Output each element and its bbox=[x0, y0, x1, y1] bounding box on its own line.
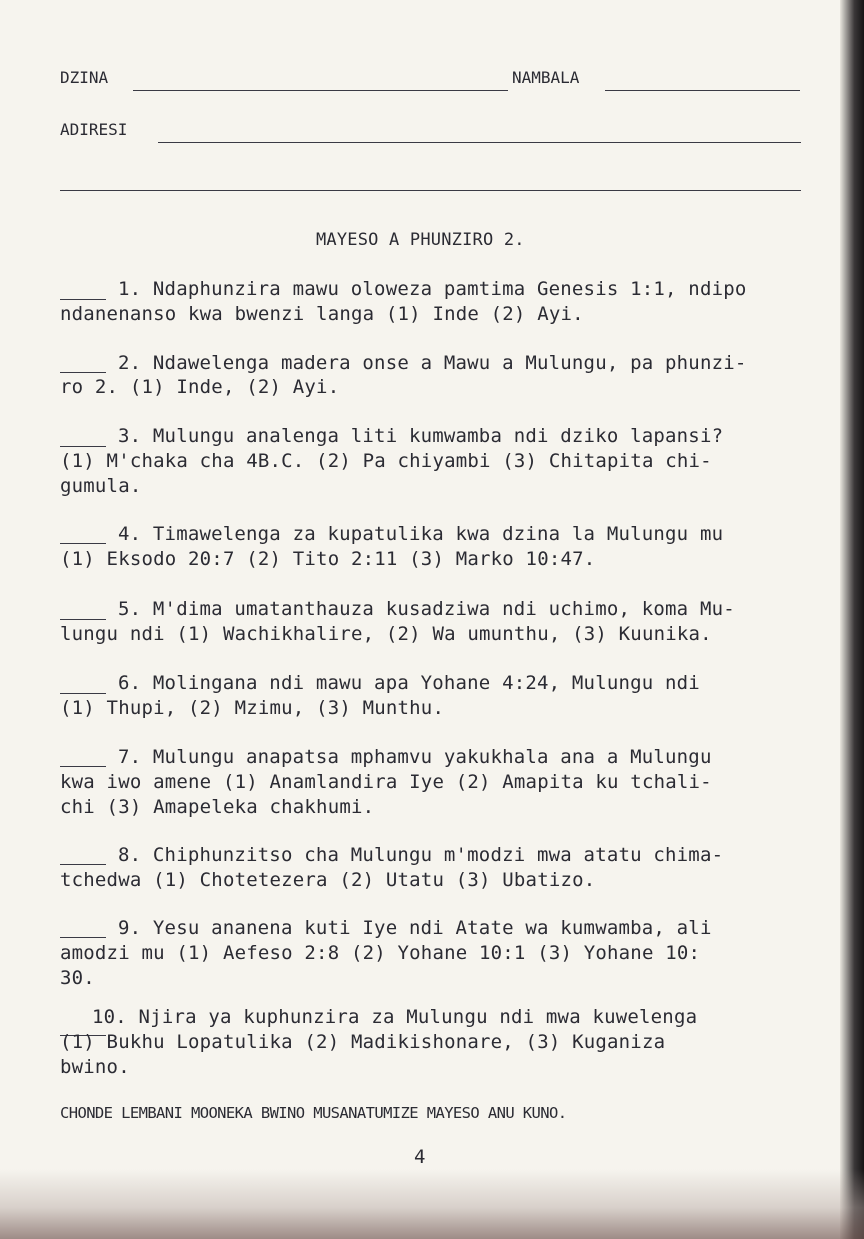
answer-blank-7[interactable] bbox=[60, 766, 106, 767]
question-1-line-1: 1. Ndaphunzira mawu oloweza pamtima Genesis 1:1, ndipo bbox=[118, 278, 747, 300]
number-field-line[interactable] bbox=[605, 90, 800, 91]
footer-instruction: CHONDE LEMBANI MOONEKA BWINO MUSANATUMIZE MAYESO ANU KUNO. bbox=[60, 1104, 567, 1122]
answer-blank-2[interactable] bbox=[60, 372, 106, 373]
page-edge-shadow bbox=[840, 0, 864, 1239]
question-7-line-2: kwa iwo amene (1) Anamlandira Iye (2) Amapita ku tchali- bbox=[60, 771, 712, 793]
question-10-line-1: 10. Njira ya kuphunzira za Mulungu ndi mwa kuwelenga bbox=[92, 1006, 698, 1028]
answer-blank-3[interactable] bbox=[60, 446, 106, 447]
question-2-line-2: ro 2. (1) Inde, (2) Ayi. bbox=[60, 376, 340, 398]
question-8-line-1: 8. Chiphunzitso cha Mulungu m'modzi mwa atatu chima- bbox=[118, 844, 724, 866]
answer-blank-4[interactable] bbox=[60, 543, 106, 544]
answer-blank-6[interactable] bbox=[60, 693, 106, 694]
name-field-line[interactable] bbox=[133, 90, 508, 91]
question-1-line-2: ndanenanso kwa bwenzi langa (1) Inde (2) Ayi. bbox=[60, 303, 584, 325]
question-3-line-3: gumula. bbox=[60, 475, 142, 497]
question-7-line-3: chi (3) Amapeleka chakhumi. bbox=[60, 796, 375, 818]
question-7-line-1: 7. Mulungu anapatsa mphamvu yakukhala ana a Mulungu bbox=[118, 746, 712, 768]
answer-blank-9[interactable] bbox=[60, 937, 106, 938]
question-4-line-2: (1) Eksodo 20:7 (2) Tito 2:11 (3) Marko 10:47. bbox=[60, 548, 596, 570]
bottom-edge-shadow bbox=[0, 1169, 864, 1239]
question-8-line-2: tchedwa (1) Chotetezera (2) Utatu (3) Ubatizo. bbox=[60, 869, 596, 891]
question-10-line-3: bwino. bbox=[60, 1056, 130, 1078]
answer-blank-8[interactable] bbox=[60, 864, 106, 865]
question-4-line-1: 4. Timawelenga za kupatulika kwa dzina la Mulungu mu bbox=[118, 523, 724, 545]
number-label: NAMBALA bbox=[512, 68, 580, 87]
question-6-line-2: (1) Thupi, (2) Mzimu, (3) Munthu. bbox=[60, 697, 445, 719]
name-label: DZINA bbox=[60, 68, 109, 87]
answer-blank-5[interactable] bbox=[60, 619, 106, 620]
address-field-line-2[interactable] bbox=[60, 190, 801, 191]
address-field-line-1[interactable] bbox=[158, 142, 801, 143]
question-9-line-2: amodzi mu (1) Aefeso 2:8 (2) Yohane 10:1 (3) Yohane 10: bbox=[60, 942, 701, 964]
question-9-line-1: 9. Yesu ananena kuti Iye ndi Atate wa kumwamba, ali bbox=[118, 917, 712, 939]
question-5-line-2: lungu ndi (1) Wachikhalire, (2) Wa umunthu, (3) Kuunika. bbox=[60, 623, 712, 645]
question-10-line-2: (1) Bukhu Lopatulika (2) Madikishonare, (3) Kuganiza bbox=[60, 1031, 666, 1053]
question-5-line-1: 5. M'dima umatanthauza kusadziwa ndi uchimo, koma Mu- bbox=[118, 598, 735, 620]
question-6-line-1: 6. Molingana ndi mawu apa Yohane 4:24, Mulungu ndi bbox=[118, 672, 700, 694]
page-number: 4 bbox=[414, 1146, 426, 1168]
address-label: ADIRESI bbox=[60, 120, 128, 139]
question-9-line-3: 30. bbox=[60, 967, 95, 989]
answer-blank-1[interactable] bbox=[60, 299, 106, 300]
question-3-line-2: (1) M'chaka cha 4B.C. (2) Pa chiyambi (3) Chitapita chi- bbox=[60, 450, 712, 472]
question-2-line-1: 2. Ndawelenga madera onse a Mawu a Mulungu, pa phunzi- bbox=[118, 352, 747, 374]
question-3-line-1: 3. Mulungu analenga liti kumwamba ndi dziko lapansi? bbox=[118, 425, 724, 447]
test-title: MAYESO A PHUNZIRO 2. bbox=[316, 230, 525, 250]
